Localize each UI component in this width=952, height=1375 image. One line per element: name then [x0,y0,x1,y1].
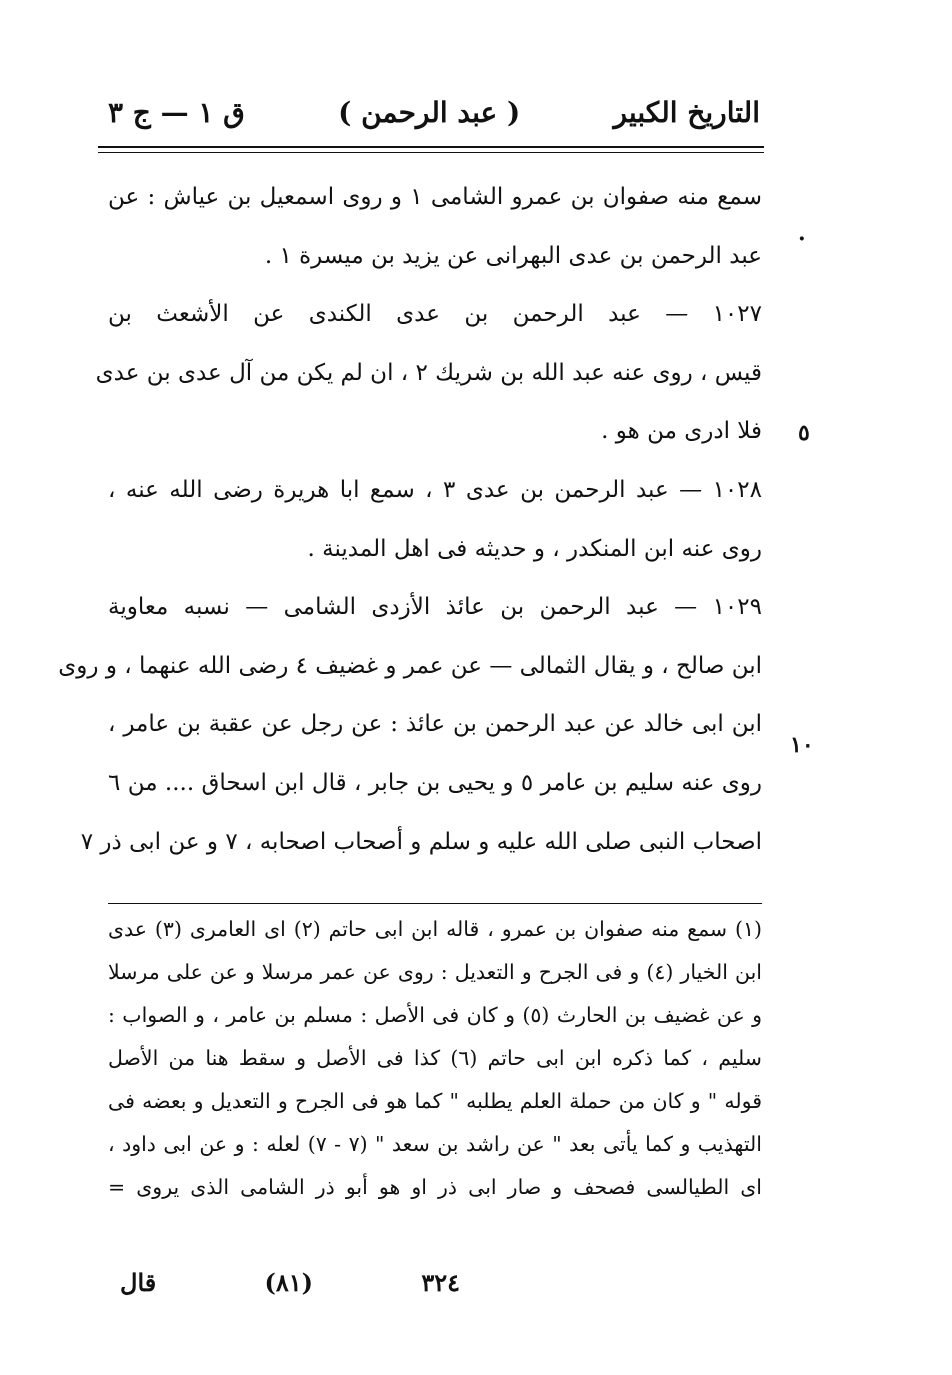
main-text [58,168,762,871]
footnote-line: سليم ، كما ذكره ابن ابى حاتم (٦) كذا فى الأصل و سقط هنا من الأصل [108,1046,762,1070]
header-rule-thin [98,152,764,153]
section-title: ( عبد الرحمن ) [338,95,521,129]
running-header [108,88,760,136]
entry-line: ١٠٢٨ — عبد الرحمن بن عدى ٣ ، سمع ابا هريرة رضى الله عنه ، [108,476,762,503]
body-line: قيس ، روى عنه عبد الله بن شريك ٢ ، ان لم يكن من آل عدى بن عدى [95,359,762,386]
body-line: ابن ابى خالد عن عبد الرحمن بن عائذ : عن رجل عن عقبة بن عامر ، [108,711,762,738]
entry-line: ١٠٢٧ — عبد الرحمن بن عدى الكندى عن الأشعث بن [108,301,762,328]
body-line: ابن صالح ، و يقال الثمالى — عن عمر و غضيف ٤ رضى الله عنهما ، و روى [58,652,762,679]
footnote-rule [108,903,762,904]
footnotes [108,908,762,1209]
footnote-line: (١) سمع منه صفوان بن عمرو ، قاله ابن ابى حاتم (٢) اى العامرى (٣) عدى [108,917,762,941]
footnote-line: و عن غضيف بن الحارث (٥) و كان فى الأصل : مسلم بن عامر ، و الصواب : [108,1003,762,1027]
body-line: عبد الرحمن بن عدى البهرانى عن يزيد بن ميسرة ١ . [264,242,762,269]
volume-indicator: ق ١ — ج ٣ [108,95,245,129]
header-rule-thick [98,146,764,148]
line-marker-dot: · [798,226,806,252]
body-line: اصحاب النبى صلى الله عليه و سلم و أصحاب اصحابه ، ٧ و عن ابى ذر ٧ [80,828,762,855]
footnote-line: اى الطيالسى فصحف و صار ابى ذر او هو أبو ذر الشامى الذى يروى = [108,1175,762,1199]
body-line: فلا ادرى من هو . [601,418,762,445]
body-line: روى عنه سليم بن عامر ٥ و يحيى بن جابر ، قال ابن اسحاق .... من ٦ [108,769,762,796]
footnote-line: التهذيب و كما يأتى بعد " عن راشد بن سعد " (٧ - ٧) لعله : و عن ابى داود ، [108,1132,762,1156]
book-title: التاريخ الكبير [613,95,760,129]
catchword: قال [120,1267,157,1297]
page-number: ٣٢٤ [421,1267,460,1297]
line-marker-5: ٥ [798,420,810,446]
line-marker-10: ١٠ [790,732,814,758]
entry-line: ١٠٢٩ — عبد الرحمن بن عائذ الأزدى الشامى — نسبه معاوية [108,594,762,621]
page-footer [120,1262,460,1302]
footnote-line: قوله " و كان من حملة العلم يطلبه " كما هو فى الجرح و التعديل و بعضه فى [108,1089,762,1113]
footnote-line: ابن الخيار (٤) و فى الجرح و التعديل : روى عن عمر مرسلا و عن على مرسلا [108,960,762,984]
body-line: سمع منه صفوان بن عمرو الشامى ١ و روى اسمعيل بن عياش : عن [108,184,762,210]
signature-mark: (٨١) [264,1267,314,1297]
body-line: روى عنه ابن المنكدر ، و حديثه فى اهل المدينة . [307,535,762,562]
